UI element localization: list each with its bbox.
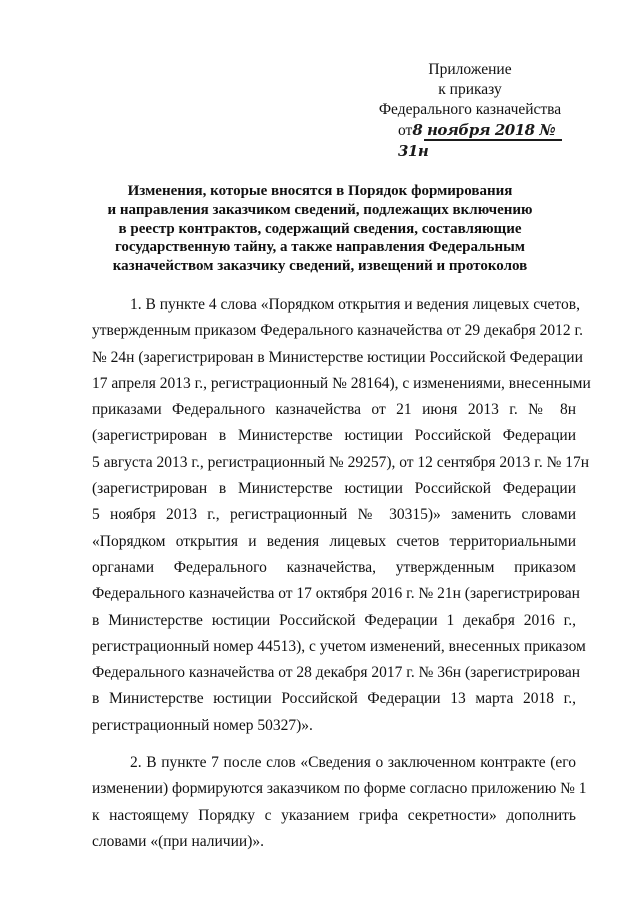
title-line: в реестр контрактов, содержащий сведения, составляющие <box>118 220 522 237</box>
paragraph-spacer <box>92 739 576 750</box>
body-line: утвержденным приказом Федерального казначейства от 29 декабря 2012 г. <box>92 322 583 340</box>
body-line: изменении) формируются заказчиком по форме согласно приложению № 1 <box>92 780 587 798</box>
body-line: (зарегистрирован в Министерстве юстиции Российской Федерации <box>92 480 576 498</box>
body-line: регистрационный номер 50327)». <box>92 716 313 734</box>
body-line: в Министерстве юстиции Российской Федерации 1 декабря 2016 г., <box>92 611 576 629</box>
paragraph-1 <box>92 292 591 739</box>
body-line: (зарегистрирован в Министерстве юстиции Российской Федерации <box>92 427 576 445</box>
body-line: органами Федерального казначейства, утвержденным приказом <box>92 558 576 576</box>
body-line: словами «(при наличии)». <box>92 832 264 850</box>
body-line: регистрационный номер 44513), с учетом изменений, внесенных приказом <box>92 637 586 655</box>
appendix-block <box>360 60 580 160</box>
handwritten-date-number: 8 ноября 2018 № 31н <box>398 121 556 160</box>
title-line: государственную тайну, а также направления Федеральным <box>114 239 526 256</box>
body-line: 2. В пункте 7 после слов «Сведения о заключенном контракте (его <box>130 754 576 772</box>
title-line: казначейством заказчику сведений, извещений и протоколов <box>112 258 528 275</box>
appendix-agency: Федерального казначейства <box>378 101 562 118</box>
title-line: и направления заказчиком сведений, подлежащих включению <box>107 201 533 218</box>
body-line: к настоящему Порядку с указанием грифа секретности» дополнить <box>92 806 576 824</box>
body-line: 17 апреля 2013 г., регистрационный № 28164), с изменениями, внесенными <box>92 374 591 392</box>
body-line: Федерального казначейства от 28 декабря 2017 г. № 36н (зарегистрирован <box>92 664 581 682</box>
title-line: Изменения, которые вносятся в Порядок формирования <box>127 183 513 199</box>
date-prefix: от <box>398 122 413 139</box>
body-line: в Министерстве юстиции Российской Федерации 13 марта 2018 г., <box>92 690 576 708</box>
body-line: «Порядком открытия и ведения лицевых счетов территориальными <box>92 532 576 550</box>
document-body <box>92 292 591 855</box>
paragraph-2 <box>92 750 587 855</box>
document-title <box>70 182 570 276</box>
body-line: приказами Федерального казначейства от 21 июня 2013 г. № 8н <box>92 401 576 419</box>
appendix-heading: Приложение <box>428 61 512 78</box>
body-line: Федерального казначейства от 17 октября 2016 г. № 21н (зарегистрирован <box>92 585 580 603</box>
body-line: 5 августа 2013 г., регистрационный № 29257), от 12 сентября 2013 г. № 17н <box>92 453 590 471</box>
signature-underline <box>424 139 562 141</box>
appendix-order-ref: к приказу <box>438 81 502 98</box>
appendix-date-line <box>360 120 580 160</box>
body-line: 1. В пункте 4 слова «Порядком открытия и ведения лицевых счетов, <box>130 296 580 313</box>
body-line: № 24н (зарегистрирован в Министерстве юстиции Российской Федерации <box>92 348 583 366</box>
body-line: 5 ноября 2013 г., регистрационный № 30315)» заменить словами <box>92 506 576 524</box>
